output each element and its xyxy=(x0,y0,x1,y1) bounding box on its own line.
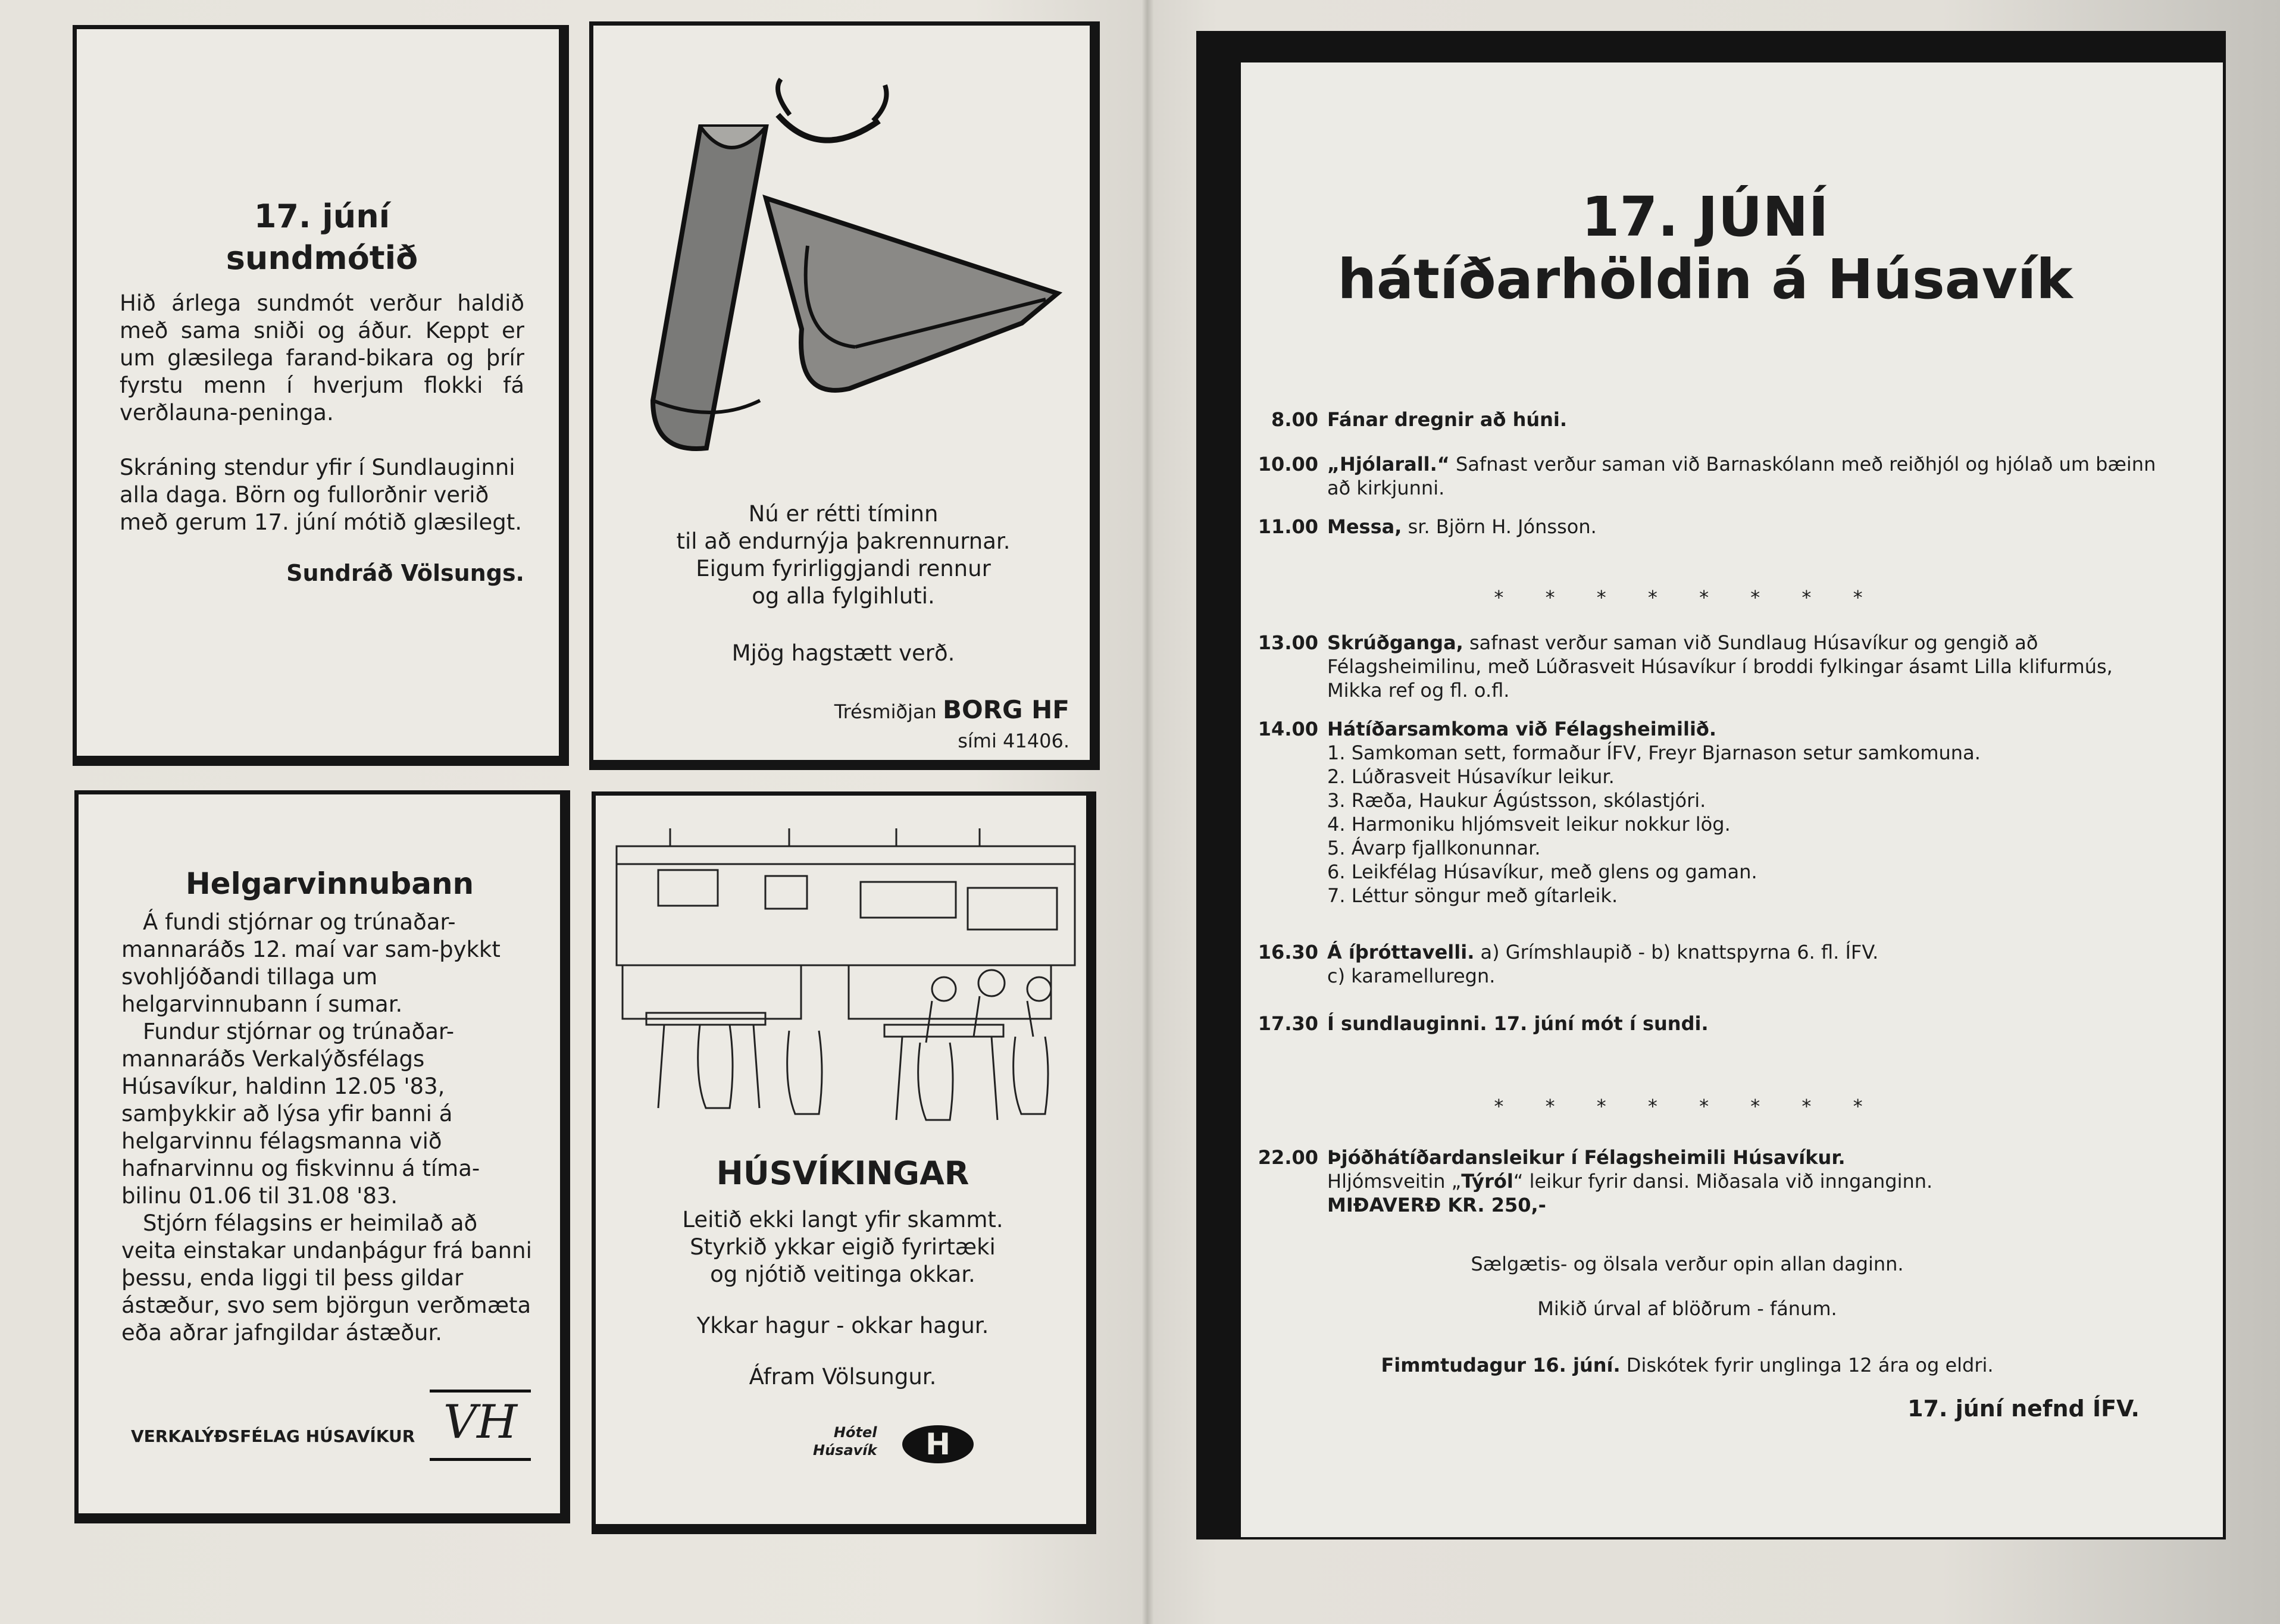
hotel-line-3: og njótið veitinga okkar. xyxy=(710,1262,975,1287)
thursday-note xyxy=(1241,1354,2134,1376)
list-item: 2. Lúðrasveit Húsavíkur leikur. xyxy=(1327,765,1615,788)
ticket-price: MIÐAVERÐ KR. 250,- xyxy=(1327,1194,1546,1216)
event-title: Fánar dregnir að húni. xyxy=(1327,408,1568,431)
list-item: 3. Ræða, Haukur Ágústsson, skólastjóri. xyxy=(1327,789,1706,812)
hotel-logo-line-2: Húsavík xyxy=(813,1442,877,1459)
event-title: Á íþróttavelli. xyxy=(1327,941,1475,963)
program-sheet xyxy=(1241,62,2223,1537)
hotel-title: HÚSVÍKINGAR xyxy=(716,1154,969,1192)
gutter-line-3: Eigum fyrirliggjandi rennur xyxy=(696,556,991,581)
gutter-ad xyxy=(589,21,1100,770)
event-text: a) Grímshlaupið - b) knattspyrna 6. fl. ÍFV. xyxy=(1474,941,1879,963)
event-time: 14.00 xyxy=(1258,718,1318,740)
list-item: 7. Léttur söngur með gítarleik. xyxy=(1327,884,1618,907)
hotel-line-2: Styrkið ykkar eigið fyrirtæki xyxy=(690,1234,996,1260)
swim-meet-signature: Sundráð Völsungs. xyxy=(286,560,524,586)
ban-para-2: Fundur stjórnar og trúnaðar-mannaráðs Verkalýðsfélags Húsavíkur, haldinn 12.05 '83, samþykkir að lýsa yfir banni á helgarvinnu félagsmanna við hafnarvinnu og fiskvinnu á tíma-bilinu 01.06 til 31.08 '83. xyxy=(121,1019,480,1209)
gutter-company xyxy=(617,697,1069,725)
gutter-line-2: til að endurnýja þakrennurnar. xyxy=(676,528,1011,554)
sales-note: Sælgætis- og ölsala verður opin allan daginn. xyxy=(1471,1253,1904,1275)
event-text-b: “ leikur fyrir dansi. Miðasala við innganginn. xyxy=(1513,1170,1933,1193)
band-name: Týról xyxy=(1461,1170,1513,1193)
hotel-slogan: Ykkar hagur - okkar hagur. xyxy=(696,1313,989,1338)
list-item: 6. Leikfélag Húsavíkur, með glens og gaman. xyxy=(1327,860,1757,883)
hotel-line-1: Leitið ekki langt yfir skammt. xyxy=(682,1207,1003,1232)
ban-para-1: Á fundi stjórnar og trúnaðar-mannaráðs 12. maí var sam-þykkt svohljóðandi tillaga um helgarvinnubann í sumar. xyxy=(121,909,501,1017)
union-name: VERKALÝÐSFÉLAG HÚSAVÍKUR xyxy=(131,1426,415,1446)
hotel-cheer: Áfram Völsungur. xyxy=(749,1364,937,1390)
thursday-text: Diskótek fyrir unglinga 12 ára og eldri. xyxy=(1620,1354,1994,1376)
weekend-work-ban-notice xyxy=(74,790,570,1523)
event-title: Messa, xyxy=(1327,515,1402,538)
event-time: 8.00 xyxy=(1271,408,1318,431)
list-item: 5. Ávarp fjallkonunnar. xyxy=(1327,837,1541,859)
event-text: safnast verður saman við Sundlaug Húsavíkur og gengið að Félagsheimilinu, með Lúðrasveit Húsavíkur í broddi fylkingar ásamt Lilla klifurmús, Mikka ref og fl. o.fl. xyxy=(1327,631,2113,702)
page-fold xyxy=(1141,0,1153,1624)
ban-title: Helgarvinnubann xyxy=(185,866,474,901)
stars-divider-2: * * * * * * * * xyxy=(1494,1095,1881,1118)
list-item: 1. Samkoman sett, formaður ÍFV, Freyr Bjarnason setur samkomuna. xyxy=(1327,741,1981,764)
gutter-phone: sími 41406. xyxy=(958,730,1069,752)
hotel-logo-emblem: H xyxy=(902,1425,974,1463)
event-text: Hljómsveitin „ xyxy=(1327,1170,1462,1193)
gutter-line-1: Nú er rétti tíminn xyxy=(748,501,939,527)
company-prefix: Trésmiðjan xyxy=(834,700,937,723)
swim-meet-title-1: 17. júní xyxy=(254,198,390,235)
cafe-illustration xyxy=(611,828,1081,1138)
event-time: 10.00 xyxy=(1258,453,1318,475)
event-text: Safnast verður saman við Barnaskólann með reiðhjól og hjólað um bæinn að kirkjunni. xyxy=(1327,453,2156,499)
event-title: „Hjólarall.“ xyxy=(1327,453,1450,475)
swim-meet-ad xyxy=(73,25,569,766)
event-text-2: c) karamelluregn. xyxy=(1327,965,1496,987)
balloons-note: Mikið úrval af blöðrum - fánum. xyxy=(1537,1297,1837,1320)
swim-meet-para-1: Hið árlega sundmót verður haldið með sama sniði og áður. Keppt er um glæsilega farand-bikara og þrír fyrstu menn í hverjum flokki fá verðlauna-peninga. xyxy=(120,290,524,425)
hotel-logo-text xyxy=(813,1423,877,1459)
event-title: Þjóðhátíðardansleikur í Félagsheimili Húsavíkur. xyxy=(1327,1146,1846,1169)
event-time: 16.30 xyxy=(1258,941,1318,963)
swim-meet-title-2: sundmótið xyxy=(226,239,418,277)
event-time: 11.00 xyxy=(1258,515,1318,538)
gutter-line-4: og alla fylgihluti. xyxy=(752,583,935,609)
event-title: Hátíðarsamkoma við Félagsheimilið. xyxy=(1327,718,1717,740)
program-title-1: 17. JÚNÍ xyxy=(1581,185,1829,249)
union-logo: VH xyxy=(430,1390,531,1461)
thursday-label: Fimmtudagur 16. júní. xyxy=(1381,1354,1621,1376)
gutter-price: Mjög hagstætt verð. xyxy=(731,640,955,666)
event-text: sr. Björn H. Jónsson. xyxy=(1402,515,1597,538)
event-time: 17.30 xyxy=(1258,1012,1318,1035)
hotel-ad xyxy=(592,791,1096,1534)
event-time: 13.00 xyxy=(1258,631,1318,654)
ban-para-3: Stjórn félagsins er heimilað að veita einstakar undanþágur frá banni þessu, enda liggi til þess gildar ástæður, svo sem björgun verðmæta eða aðrar jafngildar ástæður. xyxy=(121,1210,532,1345)
program-signature: 17. júní nefnd ÍFV. xyxy=(1907,1395,2140,1422)
stars-divider-1: * * * * * * * * xyxy=(1494,586,1881,609)
event-title: Skrúðganga, xyxy=(1327,631,1463,654)
list-item: 4. Harmoniku hljómsveit leikur nokkur lög. xyxy=(1327,813,1731,836)
program-title-2: hátíðarhöldin á Húsavík xyxy=(1337,248,2073,311)
event-title: Í sundlauginni. 17. júní mót í sundi. xyxy=(1327,1012,1709,1035)
swim-meet-para-2: Skráning stendur yfir í Sundlauginni alla daga. Börn og fullorðnir verið með gerum 17. júní mótið glæsilegt. xyxy=(120,455,523,535)
gutter-illustration xyxy=(629,67,1069,520)
company-name: BORG HF xyxy=(943,695,1069,724)
ceremony-list xyxy=(1327,741,2160,908)
hotel-logo-line-1: Hótel xyxy=(833,1424,877,1441)
event-time: 22.00 xyxy=(1258,1146,1318,1169)
